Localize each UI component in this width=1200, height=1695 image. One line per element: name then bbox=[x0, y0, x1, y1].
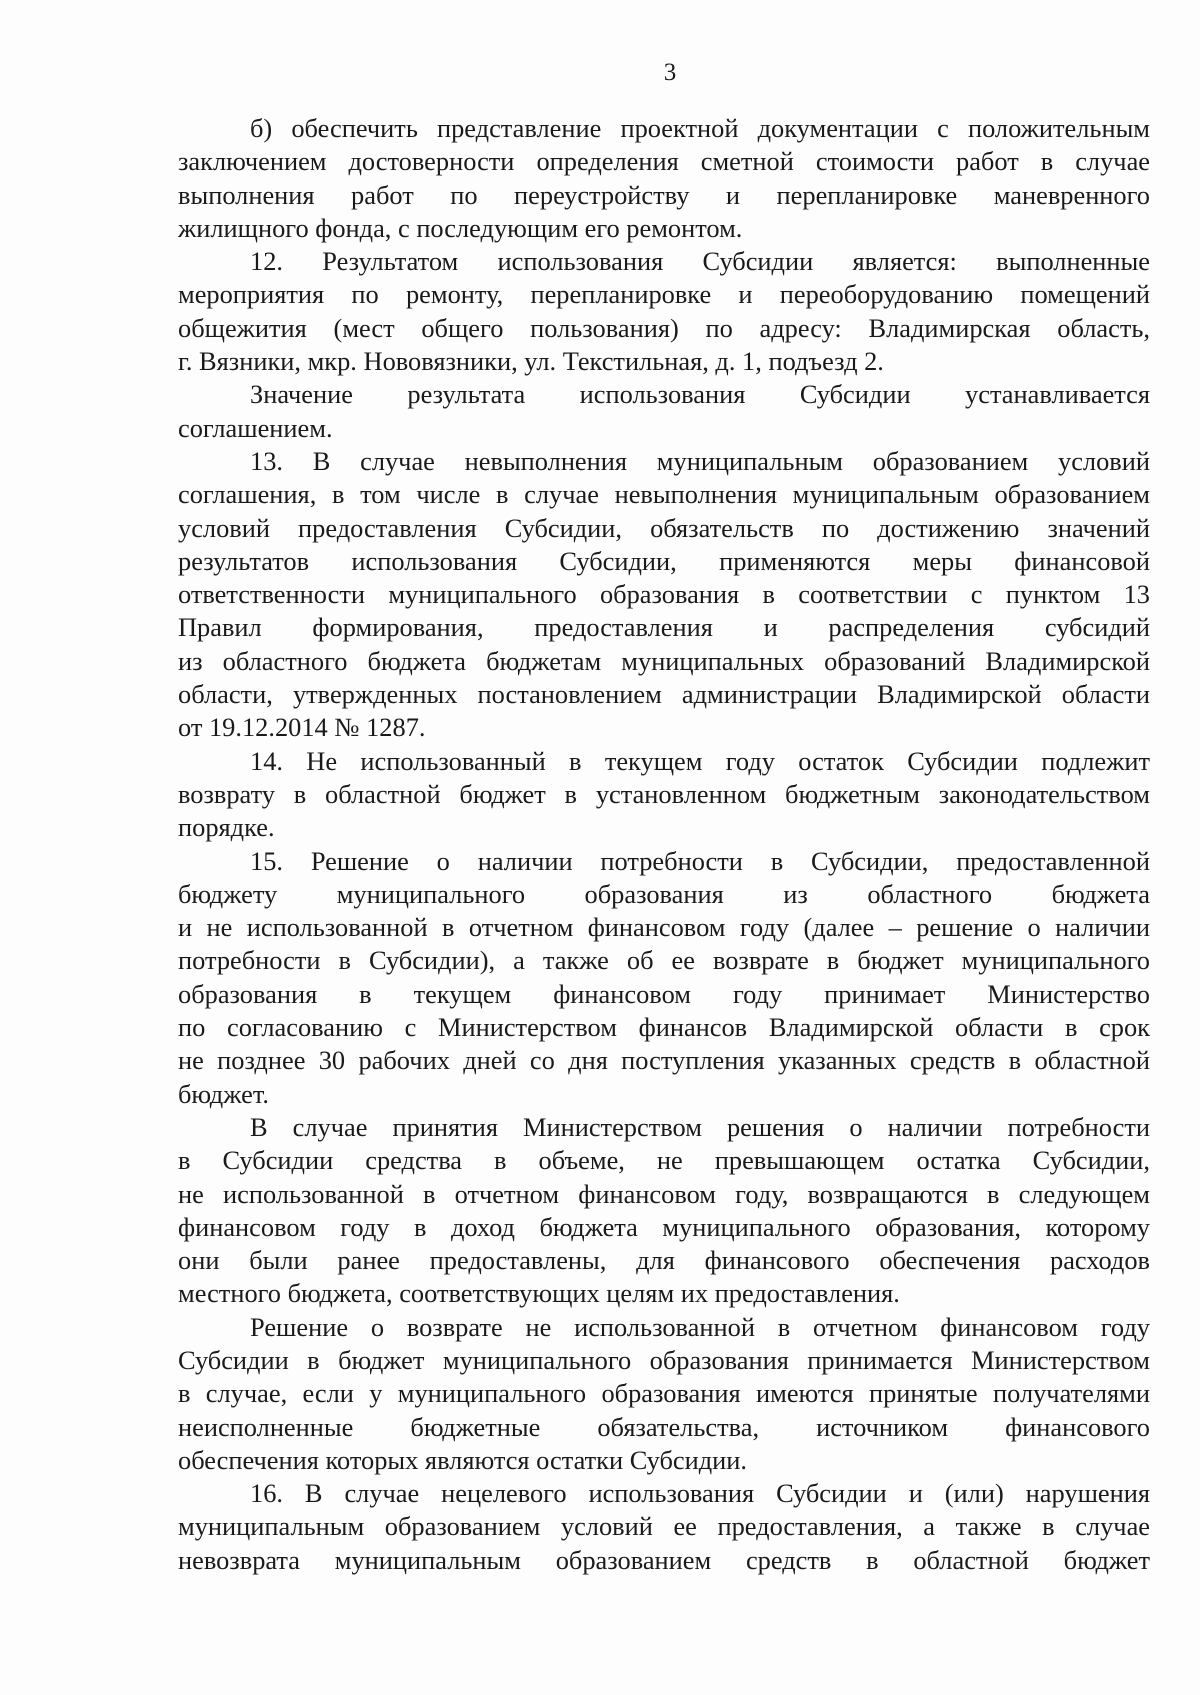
text-line: б) обеспечить представление проектной документации с положительным bbox=[250, 113, 1150, 143]
text-line: не позднее 30 рабочих дней со дня поступления указанных средств в областной bbox=[178, 1045, 1150, 1076]
paragraph-12 bbox=[178, 245, 1150, 378]
text-line: бюджет. bbox=[178, 1078, 269, 1109]
text-line: 16. В случае нецелевого использования Субсидии и (или) нарушения bbox=[250, 1478, 1150, 1509]
text-line: В случае принятия Министерством решения о наличии потребности bbox=[250, 1111, 1150, 1142]
text-line: ответственности муниципального образования в соответствии с пунктом 13 bbox=[178, 579, 1150, 610]
text-line: по согласованию с Министерством финансов Владимирской области в срок bbox=[178, 1012, 1150, 1043]
text-line: порядке. bbox=[178, 812, 275, 843]
text-line: общежития (мест общего пользования) по адресу: Владимирская область, bbox=[178, 312, 1150, 343]
text-line: от 19.12.2014 № 1287. bbox=[178, 712, 426, 743]
text-line: Значение результата использования Субсидии устанавливается bbox=[250, 379, 1150, 410]
text-line: Решение о возврате не использованной в отчетном финансовом году bbox=[250, 1311, 1150, 1342]
text-line: 12. Результатом использования Субсидии является: выполненные bbox=[250, 246, 1150, 277]
text-line: образования в текущем финансовом году принимает Министерство bbox=[178, 978, 1150, 1009]
text-line: 13. В случае невыполнения муниципальным образованием условий bbox=[250, 445, 1150, 476]
paragraph-14 bbox=[178, 745, 1150, 845]
text-line: жилищного фонда, с последующим его ремонтом. bbox=[178, 212, 743, 243]
text-line: результатов использования Субсидии, применяются меры финансовой bbox=[178, 545, 1150, 576]
text-line: соглашением. bbox=[178, 412, 333, 443]
paragraph-result-value bbox=[178, 378, 1150, 445]
text-line: не использованной в отчетном финансовом году, возвращаются в следующем bbox=[178, 1178, 1150, 1209]
text-line: потребности в Субсидии), а также об ее возврате в бюджет муниципального bbox=[178, 945, 1150, 976]
text-line: финансовом году в доход бюджета муниципального образования, которому bbox=[178, 1211, 1150, 1242]
text-line: муниципальным образованием условий ее предоставления, а также в случае bbox=[178, 1511, 1150, 1542]
text-line: 14. Не использованный в текущем году остаток Субсидии подлежит bbox=[250, 745, 1150, 776]
text-line: Правил формирования, предоставления и распределения субсидий bbox=[178, 612, 1150, 643]
text-line: они были ранее предоставлены, для финансового обеспечения расходов bbox=[178, 1245, 1150, 1276]
text-line: неисполненные бюджетные обязательства, источником финансового bbox=[178, 1411, 1150, 1442]
paragraph-item-b bbox=[178, 112, 1150, 245]
text-line: в Субсидии средства в объеме, не превышающем остатка Субсидии, bbox=[178, 1145, 1150, 1176]
text-line: из областного бюджета бюджетам муниципальных образований Владимирской bbox=[178, 645, 1150, 676]
text-line: возврату в областной бюджет в установленном бюджетным законодательством bbox=[178, 778, 1150, 809]
text-line: соглашения, в том числе в случае невыполнения муниципальным образованием bbox=[178, 479, 1150, 510]
text-line: местного бюджета, соответствующих целям их предоставления. bbox=[178, 1278, 900, 1309]
text-line: выполнения работ по переустройству и перепланировке маневренного bbox=[178, 179, 1150, 210]
text-line: и не использованной в отчетном финансовом году (далее – решение о наличии bbox=[178, 912, 1150, 943]
text-line: обеспечения которых являются остатки Субсидии. bbox=[178, 1444, 748, 1475]
text-line: бюджету муниципального образования из областного бюджета bbox=[178, 878, 1150, 909]
paragraph-16 bbox=[178, 1477, 1150, 1577]
text-line: условий предоставления Субсидии, обязательств по достижению значений bbox=[178, 512, 1150, 543]
page-number: 3 bbox=[663, 59, 677, 86]
text-line: заключением достоверности определения сметной стоимости работ в случае bbox=[178, 146, 1150, 177]
document-body bbox=[178, 112, 1150, 1577]
text-line: мероприятия по ремонту, перепланировке и переоборудованию помещений bbox=[178, 279, 1150, 310]
text-line: 15. Решение о наличии потребности в Субсидии, предоставленной bbox=[250, 845, 1150, 876]
paragraph-return-decision bbox=[178, 1311, 1150, 1477]
text-line: невозврата муниципальным образованием средств в областной бюджет bbox=[178, 1544, 1150, 1575]
text-line: Субсидии в бюджет муниципального образования принимается Министерством bbox=[178, 1344, 1150, 1375]
text-line: в случае, если у муниципального образования имеются принятые получателями bbox=[178, 1378, 1150, 1409]
text-line: г. Вязники, мкр. Нововязники, ул. Текстильная, д. 1, подъезд 2. bbox=[178, 346, 884, 377]
paragraph-13 bbox=[178, 445, 1150, 745]
paragraph-ministry-decision bbox=[178, 1111, 1150, 1311]
text-line: области, утвержденных постановлением администрации Владимирской области bbox=[178, 679, 1150, 710]
paragraph-15 bbox=[178, 845, 1150, 1111]
